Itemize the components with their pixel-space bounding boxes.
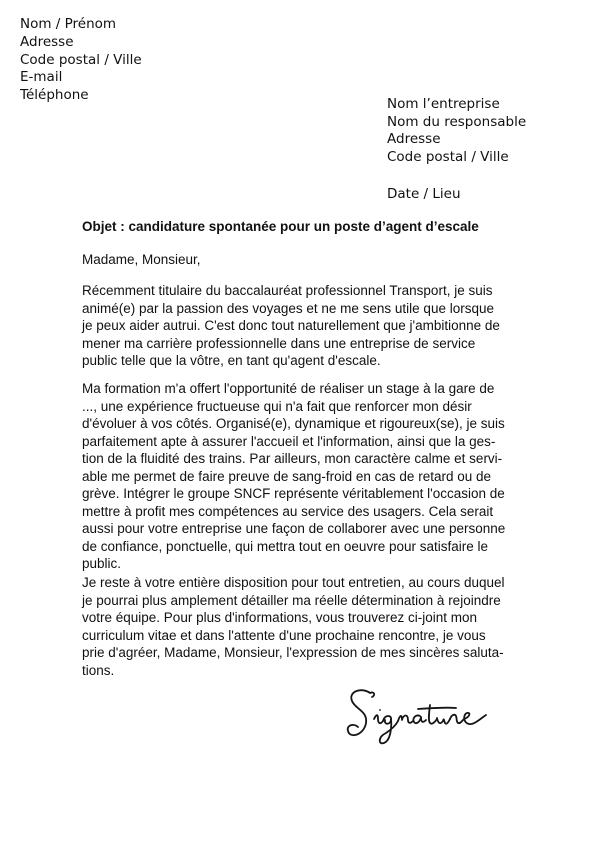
body-paragraph-3 <box>82 574 505 679</box>
paragraph-line: aussi pour votre entreprise une façon de collaborer avec une personne <box>82 521 506 536</box>
body-paragraph-2 <box>82 380 505 573</box>
paragraph-line: animé(e) par la passion des voyages et ne me sens utile que lorsque <box>82 300 494 316</box>
paragraph-line: public. <box>82 556 122 571</box>
paragraph-line: Je reste à votre entière disposition pour tout entretien, au cours duquel <box>82 575 505 590</box>
recipient-company: Nom l’entreprise <box>387 96 500 112</box>
paragraph-line: prie d'agréer, Madame, Monsieur, l'expression de mes sincères saluta- <box>82 645 504 660</box>
sender-name: Nom / Prénom <box>20 16 117 32</box>
sender-phone: Téléphone <box>20 87 89 104</box>
paragraph-line: Ma formation m'a offert l'opportunité de réaliser un stage à la gare de <box>82 381 495 396</box>
paragraph-line: able me permet de faire preuve de sang-froid en cas de retard ou de <box>82 468 491 484</box>
paragraph-line: tion de la fluidité des trains. Par ailleurs, mon caractère calme et servi- <box>82 451 503 466</box>
paragraph-line: grève. Intégrer le groupe SNCF représente véritablement l'occasion de <box>82 486 505 501</box>
paragraph-line: mettre à profit mes compétences au service des usagers. Cela serait <box>82 503 494 519</box>
letter-subject: Objet : candidature spontanée pour un poste d’agent d’escale <box>82 219 479 234</box>
sender-postal-city: Code postal / Ville <box>20 51 142 68</box>
recipient-block <box>387 96 526 166</box>
paragraph-line: tions. <box>82 662 115 678</box>
paragraph-line: parfaitement apte à assurer l'accueil et l'information, ainsi que la ges- <box>82 433 496 449</box>
paragraph-line: ..., une expérience fructueuse qui n'a fait que renforcer mon désir <box>82 398 472 414</box>
paragraph-line: d'évoluer à vos côtés. Organisé(e), dynamique et rigoureux(se), je suis <box>82 416 505 431</box>
sender-block <box>20 16 142 105</box>
sender-address: Adresse <box>20 33 74 50</box>
paragraph-line: public telle que la vôtre, en tant qu'agent d'escale. <box>82 353 381 368</box>
paragraph-line: curriculum vitae et dans l'attente d'une prochaine rencontre, je vous <box>82 627 486 643</box>
recipient-address: Adresse <box>387 131 441 148</box>
body-paragraph-1 <box>82 282 500 370</box>
date-place: Date / Lieu <box>387 186 461 202</box>
paragraph-line: de confiance, ponctuelle, qui mettra tout en oeuvre pour satisfaire le <box>82 538 488 554</box>
paragraph-line: mener ma carrière professionnelle dans une entreprise de service <box>82 335 476 351</box>
recipient-postal-city: Code postal / Ville <box>387 148 509 165</box>
paragraph-line: votre équipe. Pour plus d'informations, vous trouverez ci-joint mon <box>82 610 478 625</box>
paragraph-line: je peux aider autrui. C'est donc tout naturellement que j'ambitionne de <box>82 318 500 333</box>
letter-salutation: Madame, Monsieur, <box>82 252 201 267</box>
paragraph-line: Récemment titulaire du baccalauréat professionnel Transport, je suis <box>82 283 493 298</box>
paragraph-line: je pourrai plus amplement détailler ma réelle détermination à rejoindre <box>82 592 501 608</box>
handwritten-signature <box>340 683 500 753</box>
sender-email: E-mail <box>20 69 63 86</box>
recipient-manager: Nom du responsable <box>387 113 527 130</box>
